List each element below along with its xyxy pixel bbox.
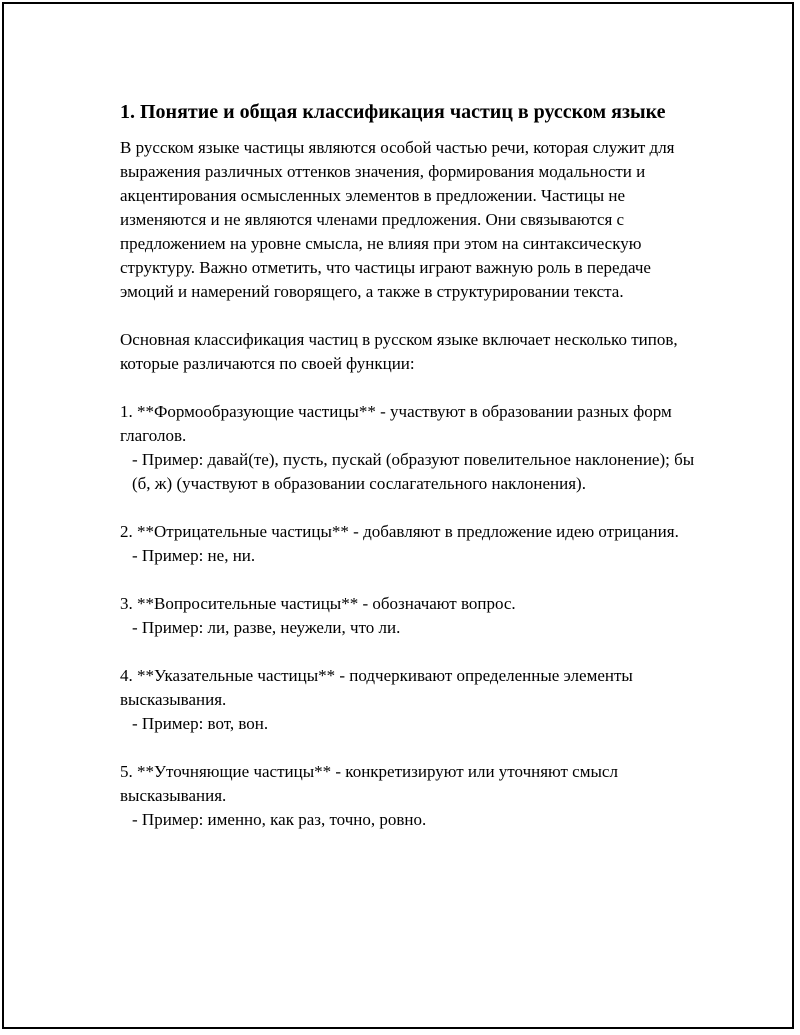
list-item-example: - Пример: не, ни. <box>132 546 256 565</box>
list-item-example: - Пример: ли, разве, неужели, что ли. <box>132 618 401 637</box>
classification-intro-paragraph: Основная классификация частиц в русском языке включает несколько типов, которые различаются по своей функции: <box>120 330 678 373</box>
list-item-example: - Пример: вот, вон. <box>132 714 269 733</box>
list-item-example: - Пример: именно, как раз, точно, ровно. <box>132 810 427 829</box>
list-item-text: 5. **Уточняющие частицы** - конкретизируют или уточняют смысл высказывания. <box>120 762 618 805</box>
list-item <box>120 592 700 640</box>
list-item <box>120 520 700 568</box>
list-item <box>120 760 700 832</box>
list-item-text: 3. **Вопросительные частицы** - обозначают вопрос. <box>120 594 516 613</box>
intro-paragraph: В русском языке частицы являются особой частью речи, которая служит для выражения различных оттенков значения, формирования модальности и акцентирования осмысленных элементов в предложении. Частицы не изменяются и не являются членами предложения. Они связываются с предложением на уровне смысла, не влияя при этом на синтаксическую структуру. Важно отметить, что частицы играют важную роль в передаче эмоций и намерений говорящего, а также в структурировании текста. <box>120 138 675 301</box>
section-heading: 1. Понятие и общая классификация частиц в русском языке <box>120 101 666 123</box>
list-item <box>120 664 700 736</box>
list-item <box>120 400 700 496</box>
document-content <box>120 98 700 856</box>
list-item-example: - Пример: давай(те), пусть, пускай (образуют повелительное наклонение); бы (б, ж) (участвуют в образовании сослагательного наклонения). <box>132 450 695 493</box>
document-page <box>2 2 794 1029</box>
list-item-text: 2. **Отрицательные частицы** - добавляют в предложение идею отрицания. <box>120 522 679 541</box>
list-item-text: 4. **Указательные частицы** - подчеркивают определенные элементы высказывания. <box>120 666 633 709</box>
list-item-text: 1. **Формообразующие частицы** - участвуют в образовании разных форм глаголов. <box>120 402 672 445</box>
